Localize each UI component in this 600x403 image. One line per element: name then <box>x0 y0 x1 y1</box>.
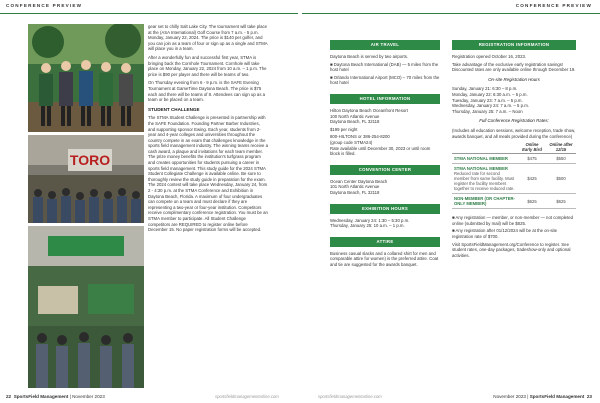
footer-left <box>6 394 105 399</box>
onsite-hour: Tuesday, January 23: 7 a.m. – 5 p.m. <box>452 97 523 103</box>
visit-text: Visit SportsFieldManagement.org/Conference to register. See student rates, one-day packages, tradeshow-only and optional activities. <box>452 241 571 258</box>
header-left: CONFERENCE PREVIEW <box>6 3 83 8</box>
convention-line: Daytona Beach, FL 32118 <box>330 189 380 195</box>
left-text-column <box>148 24 268 236</box>
footer-url-left[interactable]: sportsfieldmanagementonline.com <box>215 394 279 399</box>
paragraph: After a wonderfully fun and successful first year, STMA is bringing back the Cornhole Tournament. Cornhole will take place on Monday, January 22, 2024 from 10 a.m. – 1 p.m. The price is $90 per player and there will be teams of two. <box>148 54 267 77</box>
paragraph: gear set to chilly Salt Lake City. The tournament will take place at the (ASA International) Golf Course from 7 a.m. - 5 p.m. Monday, January 22, 2024. The price is $140 per golfer, and you can join as a team of four or sign up as a single and STMA will place you in a team. <box>148 24 268 52</box>
header-rule-right <box>302 13 600 14</box>
onsite-hour: Wednesday, January 24: 7 a.m. – 5 p.m. <box>452 103 529 109</box>
row-online-price: $625 <box>518 194 546 209</box>
hotel-line: Daytona Beach, FL 32118 <box>330 119 380 125</box>
exhibition-band: EXHIBITION HOURS <box>330 204 440 214</box>
row-label: STMA NATIONAL MEMBER <box>454 166 508 172</box>
row-sub: Reduced rate for second member from same facility. Must register the facility members together to receive reduced rate. <box>454 171 515 192</box>
row-label: NON-MEMBER (OR CHAPTER-ONLY MEMBER) <box>454 196 515 207</box>
rate-bullet: ■ Any registration — member, or non-member — not completed online (submitted by mail) will be $825. <box>452 215 574 226</box>
convention-band: CONVENTION CENTER <box>330 165 440 175</box>
onsite-hours-title: On-site Registration Hours <box>488 76 540 82</box>
footer-url-right[interactable]: sportsfieldmanagementonline.com <box>318 394 382 399</box>
registration-opened: Registration opened October 16, 2023. <box>452 54 527 59</box>
hotel-band: HOTEL INFORMATION <box>330 94 440 104</box>
hotel-phone: 800-HILTONS or 386-254-8200 <box>330 134 390 140</box>
paragraph: The STMA Student Challenge is presented in partnership with the SAFE Foundation. Founding Partner Barber Industries, and supporting sponsor Ewing. Each year, students from 2-year and 4-year colleges and universities throughout the country compete in an exam that challenges knowledge in the sports field management industry. The winning teams receive a cash award, a plaque and invitations for each team member. The prize money benefits the institution's turfgrass program and creates opportunities for students pursuing a career in sports field management. This study guide for the 2024 STMA Student Collegiate Challenge is available online. Be sure to thoroughly review the study guide in preparation for the exam. The 2024 contest will take place Wednesday, January 24, from 2 - 4:30 p.m. at the STMA Conference and Exhibition in Daytona Beach, Florida. A maximum of four undergraduates can compete on a team and must declare if they are representing a two-year or four-year institution. Competitors receive complimentary conference registration. You must be an STMA member to participate. All Student Challenge competitors are REQUIRED to register online before December 15. No paper registration forms will be accepted. <box>148 115 268 233</box>
row-after-price: $625 <box>546 194 576 209</box>
footer-right <box>493 394 592 399</box>
hotel-group-code: (group code STMA24) <box>330 139 373 145</box>
exhibition-line: Wednesday, January 24: 1:30 – 5:30 p.m. <box>330 217 410 223</box>
magazine-name-left: SportsField Management <box>13 394 69 399</box>
photo-group-portrait <box>28 24 144 132</box>
onsite-hour: Monday, January 22: 6:30 a.m. – 5 p.m. <box>452 91 528 97</box>
table-row <box>452 164 576 194</box>
page-number-left: 22 <box>6 394 12 399</box>
header-rule-left <box>0 13 298 14</box>
air-line: ■ Daytona Beach International (DAB) — 5 miles from the host hotel <box>330 61 439 73</box>
registration-note: Take advantage of the exclusive early registration savings! Discounted rates are only available online through December 19. <box>452 61 576 73</box>
header-right: CONFERENCE PREVIEW <box>515 3 592 8</box>
air-line: ■ Orlando International Airport (MCO) – 70 miles from the host hotel <box>330 74 440 86</box>
hotel-line: Hilton Daytona Beach Oceanfront Resort <box>330 107 408 113</box>
table-row <box>452 154 576 164</box>
exhibition-line: Thursday, January 25: 10 a.m. – 1 p.m. <box>330 223 405 229</box>
col-after-header: Online after 12/15 <box>546 141 576 154</box>
air-travel-band: AIR TRAVEL <box>330 40 440 50</box>
convention-line: 101 North Atlantic Avenue <box>330 184 380 190</box>
table-row <box>452 194 576 209</box>
row-after-price: $550 <box>546 154 576 164</box>
page-number-right: 23 <box>586 394 592 399</box>
student-challenge-heading: STUDENT CHALLENGE <box>148 106 200 112</box>
rates-note: (Includes all education sessions, welcome reception, trade show, awards banquet, and all meals provided during the conference) <box>452 127 576 139</box>
row-label: STMA NATIONAL MEMBER <box>454 156 508 162</box>
hotel-rate: $199 per night <box>330 126 358 132</box>
row-after-price: $500 <box>546 164 576 194</box>
rates-title: Full Conference Registration Rates: <box>479 118 549 124</box>
onsite-hour: Sunday, January 21: 6:30 – 8 p.m. <box>452 86 518 92</box>
registration-column <box>452 40 576 260</box>
magazine-name-right: SportsField Management <box>529 394 585 399</box>
hotel-rate-note: Rate available until December 30, 2023 or until room block is filled. <box>330 145 431 157</box>
info-boxes-column <box>330 40 440 269</box>
row-online-price: $475 <box>518 154 546 164</box>
paragraph: On Thursday evening from 6 - 9 p.m. is the SAFE Evening Tournament at GameTime Daytona Beach. The price is $75 each and there will be teams of 8. Attendees can sign up as a team or be placed on a team. <box>148 80 266 103</box>
col-online-header: Online Early Bird <box>518 141 546 154</box>
rate-bullet: ■ Any registration after 01/12/2024 will be at the on-site registration rate of $700. <box>452 228 558 239</box>
photo-trade-show <box>28 135 144 223</box>
issue-date-right: November 2023 | <box>493 394 529 399</box>
issue-date-left: | November 2023 <box>69 394 105 399</box>
attire-text: Business casual slacks and a collared shirt for men and comparable attire for women) is the preferred attire. Coat and tie are suggested for the awards banquet. <box>330 250 439 267</box>
convention-line: Ocean Center Daytona Beach <box>330 178 388 184</box>
rates-table <box>452 141 576 209</box>
onsite-hour: Thursday, January 25: 7 a.m. – Noon <box>452 108 523 114</box>
air-line: Daytona Beach is served by two airports. <box>330 54 409 59</box>
registration-band: REGISTRATION INFORMATION <box>452 40 576 50</box>
photo-equipment-display <box>28 226 144 388</box>
attire-band: ATTIRE <box>330 237 440 247</box>
row-online-price: $425 <box>518 164 546 194</box>
booth-sign-label: TORO <box>69 152 111 168</box>
hotel-line: 100 North Atlantic Avenue <box>330 113 380 119</box>
